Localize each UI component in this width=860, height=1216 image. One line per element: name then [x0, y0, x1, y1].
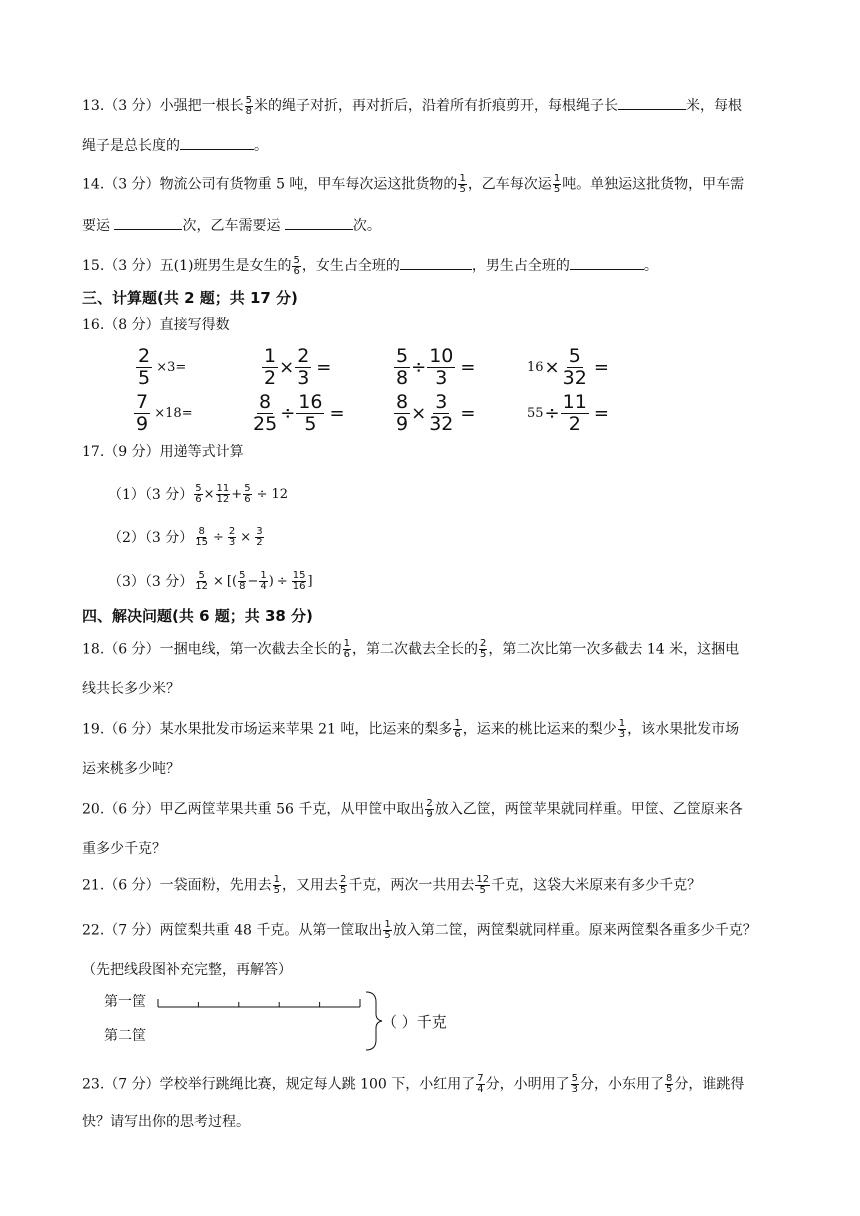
q16-item-4-lhs: 16 — [527, 359, 544, 375]
q18-text: 18.（6 分）一捆电线，第一次截去全长的 — [82, 641, 342, 658]
q15-line — [82, 254, 658, 277]
q17-p1-frac-c: $\frac{5}{6}$ — [244, 482, 251, 505]
q16-item-5 — [134, 390, 193, 436]
q16-item-7-fraction-b: $\frac{3}{32}$ — [429, 390, 454, 435]
q21-fraction-2: $\frac{2}{5}$ — [340, 874, 347, 896]
q14-text-b-mid: 次，乙车需要运 — [182, 218, 285, 234]
q17-p1-op2: + — [231, 486, 243, 502]
q14-text-b: 要运 — [82, 218, 115, 234]
q16-item-3-op: ÷ — [411, 356, 427, 378]
q14-line-a — [82, 174, 744, 195]
q18-fraction-2: $\frac{2}{5}$ — [480, 638, 487, 660]
q19-text: 19.（6 分）某水果批发市场运来苹果 21 吨，比运来的梨多 — [82, 721, 453, 738]
q14-text: 14.（3 分）物流公司有货物重 5 吨，甲车每次运这批货物的 — [82, 176, 458, 193]
q16-item-8-fraction: $\frac{11}{2}$ — [562, 390, 587, 435]
q15-blank-2[interactable] — [570, 254, 644, 270]
q16-item-6-fraction-b: $\frac{16}{5}$ — [298, 390, 323, 435]
q14-text-b-end: 次。 — [352, 218, 381, 234]
q23-line-a — [82, 1074, 744, 1095]
q16-item-1-op: × — [156, 359, 168, 375]
q15-blank-1[interactable] — [400, 254, 472, 270]
q17-p2-frac-b: $\frac{2}{3}$ — [228, 525, 236, 548]
q16-item-4-eq: = — [593, 356, 609, 378]
q23-fraction-3: $\frac{8}{5}$ — [666, 1073, 673, 1095]
q17-part-2-label: （2）（3 分） — [108, 530, 194, 546]
q13-fraction: $\frac{5}{8}$ — [245, 94, 252, 117]
q20-text-end: 放入乙筐，两筐苹果就同样重。甲筐、乙筐原来各 — [434, 801, 743, 818]
q18-text-mid: ，第二次截去全长的 — [352, 641, 478, 658]
q18-fraction-1: $\frac{1}{6}$ — [343, 638, 350, 660]
q13-text: 13.（3 分）小强把一根长 — [82, 98, 244, 114]
q16-item-4 — [527, 344, 610, 390]
q22-brace — [366, 992, 382, 1050]
q18-text-end: ，第二次比第一次多截去 14 米，这捆电 — [488, 641, 740, 658]
q16-item-6 — [251, 390, 346, 436]
q16-item-8-eq: = — [593, 402, 609, 424]
q16-item-7-eq: = — [460, 402, 476, 424]
q17-p1-op1: × — [203, 486, 215, 502]
q16-item-3-fraction-b: $\frac{10}{3}$ — [429, 344, 454, 389]
q22-text: 22.（7 分）两筐梨共重 48 千克。从第一筐取出 — [82, 922, 383, 939]
q23-text: 23.（7 分）学校举行跳绳比赛，规定每人跳 100 下，小红用了 — [82, 1076, 476, 1093]
q16-item-5-fraction: 7 9 — [136, 390, 149, 435]
q21-fraction-3: $\frac{12}{5}$ — [476, 874, 490, 896]
q20-line-b: 重多少千克？ — [82, 841, 166, 857]
q21-text-end: 千克，这袋大米原来有多少千克？ — [491, 877, 702, 894]
q20-text: 20.（6 分）甲乙两筐苹果共重 56 千克，从甲筐中取出 — [82, 801, 425, 818]
q19-fraction-2: $\frac{1}{3}$ — [618, 718, 626, 740]
q17-p3-frac-a: $\frac{5}{12}$ — [195, 569, 208, 592]
q14-blank-2[interactable] — [285, 214, 353, 230]
q15-text-end: 。 — [643, 258, 658, 274]
q16-item-1-rhs: 3 — [167, 359, 176, 375]
q15-text-mid: ，女生占全班的 — [301, 258, 400, 274]
q16-item-5-op: × — [154, 405, 166, 421]
q23-text-mid2: 分，小东用了 — [580, 1076, 664, 1093]
q17-p3-frac-c: $\frac{1}{4}$ — [260, 569, 267, 592]
q23-fraction-2: $\frac{5}{3}$ — [571, 1073, 578, 1095]
q17-p3-frac-e: $\frac{15}{16}$ — [292, 569, 306, 592]
q14-blank-1[interactable] — [114, 214, 182, 230]
q14-line-b — [82, 214, 381, 236]
q16-item-4-fraction: $\frac{5}{32}$ — [562, 344, 587, 389]
q23-text-end: 分，谁跳得 — [674, 1076, 745, 1093]
q17-p3-op2: − — [247, 573, 259, 589]
q17-p3-frac-b: 5 8 — [239, 569, 246, 592]
q22-text-end: 放入第二筐，两筐梨就同样重。原来两筐梨各重多少千克？ — [392, 922, 757, 939]
q17-p3-close1: ) — [268, 573, 274, 589]
q19-line-b: 运来桃多少吨？ — [82, 761, 180, 777]
q19-fraction-1: $\frac{1}{6}$ — [454, 718, 461, 740]
q16-item-2 — [262, 344, 332, 390]
q22-segment-diagram — [100, 988, 480, 1054]
q17-part-1-label: （1）（3 分） — [108, 487, 194, 503]
q17-p3-op1: × — [213, 573, 224, 589]
q16-item-8 — [527, 390, 610, 436]
q22-label-first-basket: 第一筐 — [104, 994, 146, 1010]
q17-title: 17.（9 分）用递等式计算 — [82, 444, 244, 460]
q16-item-5-rhs: 18 — [165, 405, 182, 421]
q22-bracket-answer: （ ）千克 — [382, 1013, 447, 1031]
q17-p2-op1: ÷ — [213, 529, 224, 545]
q13-line-a — [82, 94, 742, 117]
q13-text-mid: 米的绳子对折，再对折后，沿着所有折痕剪开，每根绳子长 — [254, 98, 618, 114]
q16-item-1 — [136, 344, 186, 390]
q14-fraction-2: $\frac{1}{5}$ — [553, 173, 561, 195]
q16-item-3-eq: = — [460, 356, 476, 378]
q16-item-2-fraction-a: $\frac{1}{2}$ — [264, 344, 277, 389]
q17-p2-frac-a: $\frac{8}{15}$ — [195, 525, 208, 548]
q16-item-8-op: ÷ — [544, 402, 560, 424]
q22-line-b: （先把线段图补充完整，再解答） — [82, 962, 292, 978]
q16-item-6-op: ÷ — [280, 402, 296, 424]
q16-item-3 — [394, 344, 476, 390]
q17-part-3 — [108, 567, 313, 595]
q17-p2-op2: × — [240, 529, 252, 545]
q17-part-1 — [108, 480, 288, 508]
q16-item-6-fraction-a: $\frac{8}{25}$ — [253, 390, 278, 435]
q17-part-2 — [108, 523, 265, 551]
q23-text-mid: 分，小明用了 — [485, 1076, 570, 1093]
q17-p3-op3: ÷ — [276, 573, 288, 589]
q16-item-1-eq: = — [175, 359, 187, 375]
q13-text-b: 绳子是总长度的 — [82, 138, 180, 154]
q21-text-mid2: 千克，两次一共用去 — [348, 877, 475, 894]
q19-line-a — [82, 719, 739, 740]
q16-item-7-op: × — [411, 402, 427, 424]
section-3-heading: 三、计算题(共 2 题；共 17 分) — [82, 289, 298, 307]
q22-fraction: $\frac{1}{5}$ — [384, 919, 391, 941]
q15-text: 15.（3 分）五(1)班男生是女生的 — [82, 258, 292, 274]
q23-line-b: 快？请写出你的思考过程。 — [82, 1114, 250, 1130]
q16-item-6-eq: = — [329, 402, 345, 424]
q13-text-end: 米，每根 — [686, 98, 742, 114]
q13-blank-2[interactable] — [180, 134, 254, 150]
q19-text-mid: ，运来的桃比运来的梨少 — [462, 721, 617, 738]
q18-line-b: 线共长多少米？ — [82, 681, 180, 697]
q16-item-2-op: × — [279, 356, 295, 378]
q16-title: 16.（8 分）直接写得数 — [82, 317, 230, 333]
q16-item-7 — [394, 390, 476, 436]
q16-item-7-fraction-a: $\frac{8}{9}$ — [396, 390, 409, 435]
q15-text-mid2: ，男生占全班的 — [471, 258, 570, 274]
q14-text-end: 吨。单独运这批货物，甲车需 — [562, 176, 745, 193]
q16-item-2-eq: = — [316, 356, 332, 378]
q21-line — [82, 875, 701, 896]
q17-p3-close2: ] — [307, 573, 313, 589]
q13-blank-1[interactable] — [618, 94, 686, 110]
q17-p1-frac-b: $\frac{11}{12}$ — [216, 482, 230, 505]
q16-item-2-fraction-b: $\frac{2}{3}$ — [297, 344, 310, 389]
q15-fraction: $\frac{5}{6}$ — [293, 254, 300, 277]
q22-label-second-basket: 第二筐 — [104, 1028, 146, 1044]
section-4-heading: 四、解决问题(共 6 题；共 38 分) — [82, 607, 313, 625]
q14-text-mid: ，乙车每次运 — [467, 176, 552, 193]
q22-line-a — [82, 920, 757, 941]
q17-p3-open: [( — [226, 573, 238, 589]
q21-text-mid: ，又用去 — [282, 877, 338, 894]
q23-fraction-1: $\frac{7}{4}$ — [477, 1073, 484, 1095]
q17-p1-frac-a: $\frac{5}{6}$ — [195, 482, 202, 505]
q16-item-3-fraction-a: $\frac{5}{8}$ — [396, 344, 409, 389]
q17-p2-frac-c: $\frac{3}{2}$ — [256, 525, 263, 548]
q14-fraction-1: $\frac{1}{5}$ — [459, 173, 466, 195]
q16-item-8-lhs: 55 — [527, 405, 544, 421]
q20-line-a — [82, 799, 743, 820]
q16-item-1-fraction: 2 5 — [138, 344, 151, 389]
q17-part-3-label: （3）（3 分） — [108, 574, 194, 590]
q20-fraction: $\frac{2}{9}$ — [426, 798, 433, 820]
q18-line-a — [82, 639, 739, 660]
q17-p1-op3: ÷ — [256, 486, 268, 502]
q13-line-b — [82, 134, 268, 156]
q16-item-4-op: × — [544, 356, 560, 378]
q16-item-5-eq: = — [181, 405, 193, 421]
q17-p1-e: 12 — [271, 486, 289, 502]
q13-text-b-end: 。 — [254, 138, 268, 154]
q19-text-end: ，该水果批发市场 — [627, 721, 740, 738]
q21-fraction-1: $\frac{1}{5}$ — [273, 874, 280, 896]
q21-text: 21.（6 分）一袋面粉，先用去 — [82, 877, 272, 894]
